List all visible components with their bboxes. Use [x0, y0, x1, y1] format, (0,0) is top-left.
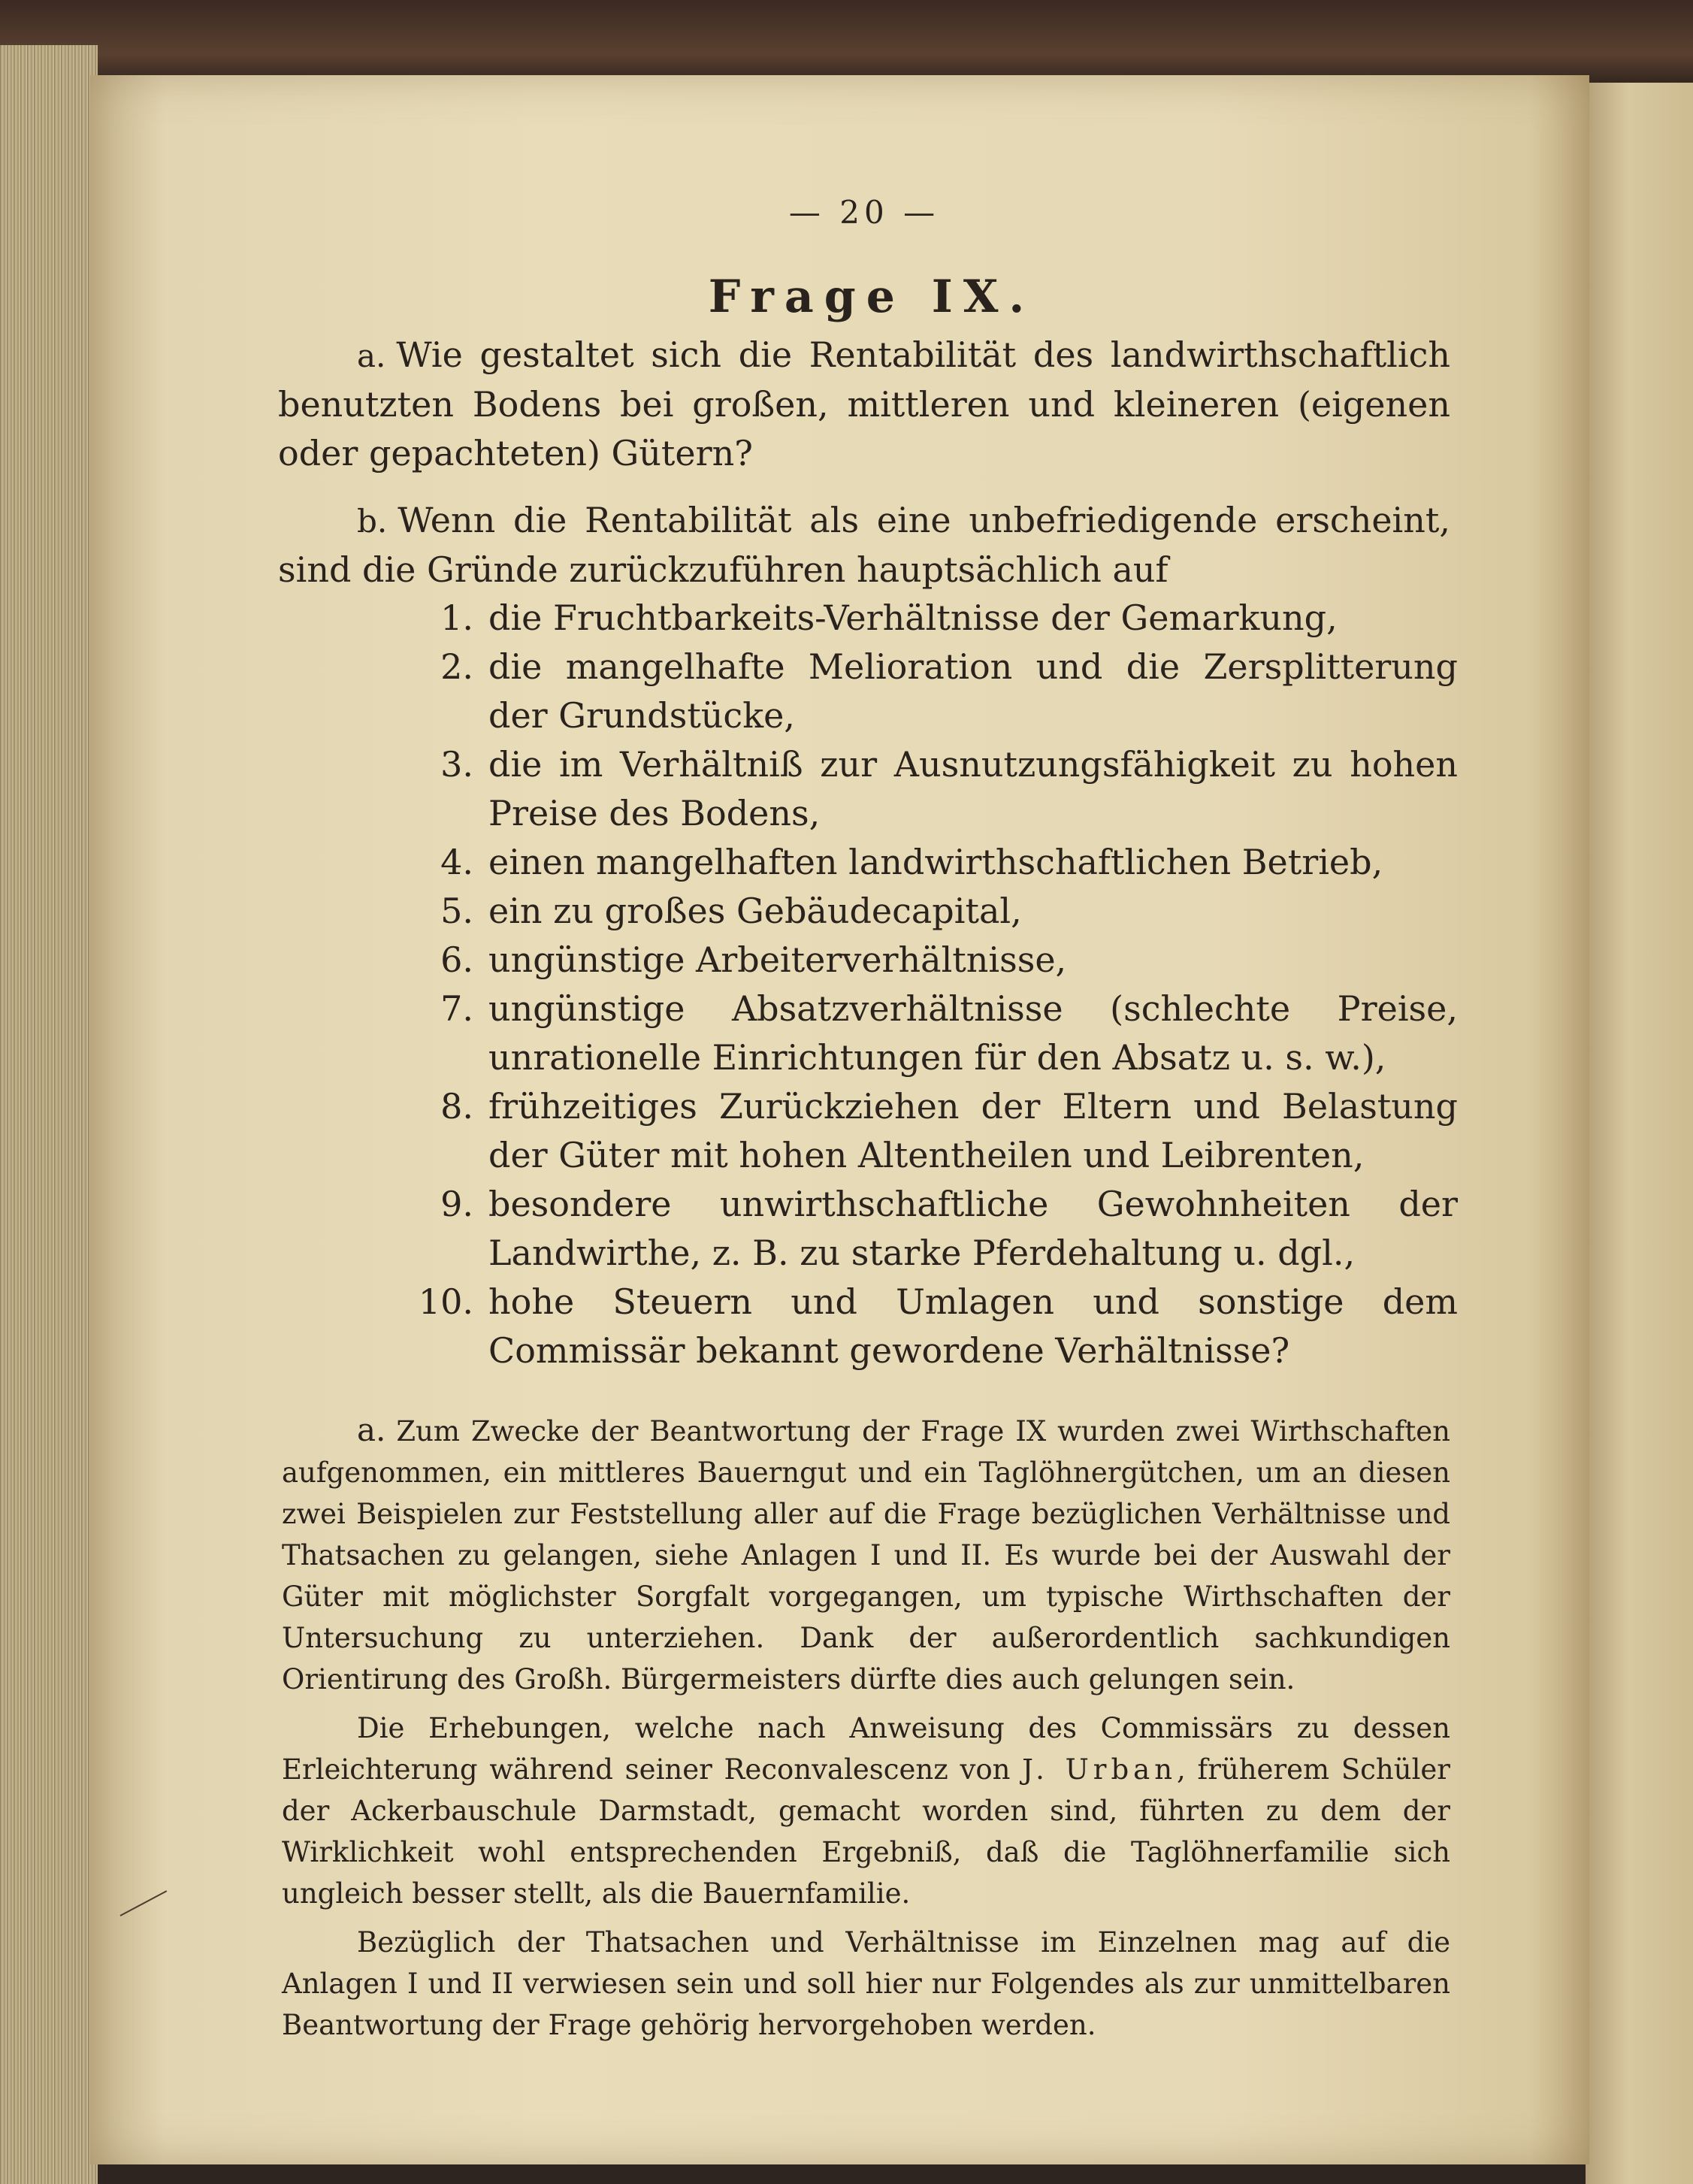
reasons-list — [406, 594, 1458, 1375]
page-number: — 20 — — [788, 194, 940, 231]
reason-number: 1. — [440, 597, 473, 638]
reason-text: besondere unwirthschaftliche Gewohnheiten der Landwirthe, z. B. zu starke Pferdehaltung u. dgl., — [488, 1184, 1458, 1273]
reason-text: ungünstige Absatzverhältnisse (schlechte Preise, unrationelle Einrichtungen für den Absatz u. s. w.), — [488, 988, 1458, 1078]
answer-label: a. — [357, 1411, 386, 1448]
answer-paragraph-3: Bezüglich der Thatsachen und Verhältnisse im Einzelnen mag auf die Anlagen I und II verwiesen sein und soll hier nur Folgendes als zur unmittelbaren Beantwortung der Frage gehörig hervorgehoben werden. — [282, 1926, 1450, 2041]
question-b — [278, 496, 1450, 594]
answer-paragraph-2-after: , früherem Schüler der Ackerbauschule Darmstadt, gemacht worden sind, führten zu dem der Wirklichkeit wohl entsprechenden Ergebniß, daß die Taglöhnerfamilie sich ungleich besser stellt, als die Bauernfamilie. — [282, 1753, 1450, 1910]
reason-item — [406, 1082, 1458, 1180]
question-a-text: Wie gestaltet sich die Rentabilität des landwirthschaftlich benutzten Bodens bei großen, mittleren und kleineren (eigenen oder gepachteten) Gütern? — [278, 334, 1450, 473]
reason-number: 6. — [440, 939, 473, 980]
question-b-label: b. — [357, 503, 388, 540]
reason-item — [406, 643, 1458, 740]
question-a-label: a. — [357, 337, 386, 374]
reason-number: 4. — [440, 842, 473, 882]
reason-number: 7. — [440, 988, 473, 1029]
answer-paragraph-1 — [282, 1409, 1450, 1700]
reason-item — [406, 936, 1458, 985]
reason-text: die mangelhafte Melioration und die Zersplitterung der Grundstücke, — [488, 646, 1458, 736]
book-spine-page-edges — [0, 45, 98, 2184]
reason-text: die im Verhältniß zur Ausnutzungsfähigkeit zu hohen Preise des Bodens, — [488, 744, 1458, 833]
reason-number: 8. — [440, 1086, 473, 1127]
section-heading: Frage IX. — [708, 271, 1035, 323]
reason-item — [406, 1278, 1458, 1375]
reason-text: ein zu großes Gebäudecapital, — [488, 891, 1022, 931]
facing-page-edge — [1586, 83, 1693, 2184]
reason-item — [406, 838, 1458, 887]
question-a — [278, 331, 1450, 478]
answer-section — [282, 1409, 1450, 2053]
reason-item — [406, 594, 1458, 643]
reason-item — [406, 985, 1458, 1082]
reason-item — [406, 887, 1458, 936]
reason-number: 9. — [440, 1184, 473, 1224]
reason-number: 3. — [440, 744, 473, 785]
reason-item — [406, 1180, 1458, 1278]
reason-number: 10. — [418, 1281, 473, 1322]
answer-paragraph-2 — [282, 1708, 1450, 1914]
question-a-paragraph — [278, 331, 1450, 478]
reason-number: 5. — [440, 891, 473, 931]
reason-number: 2. — [440, 646, 473, 687]
reason-text: hohe Steuern und Umlagen und sonstige dem Commissär bekannt gewordene Verhältnisse? — [488, 1281, 1458, 1371]
answer-paragraph-2-before: Die Erhebungen, welche nach Anweisung des Commissärs zu dessen Erleichterung während seiner Reconvalescenz von — [282, 1712, 1450, 1786]
question-b-text: Wenn die Rentabilität als eine unbefriedigende erscheint, sind die Gründe zurückzuführen hauptsächlich auf — [278, 500, 1450, 590]
reason-text: einen mangelhaften landwirthschaftlichen Betrieb, — [488, 842, 1383, 882]
question-b-paragraph — [278, 496, 1450, 594]
reason-text: frühzeitiges Zurückziehen der Eltern und Belastung der Güter mit hohen Altentheilen und Leibrenten, — [488, 1086, 1458, 1175]
answer-paragraph-1-text: Zum Zwecke der Beantwortung der Frage IX wurden zwei Wirthschaften aufgenommen, ein mittleres Bauerngut und ein Taglöhnergütchen, um an diesen zwei Beispielen zur Feststellung aller auf die Frage bezüglichen Verhältnisse und Thatsachen zu gelangen, siehe Anlagen I und II. Es wurde bei der Auswahl der Güter mit möglichster Sorgfalt vorgegangen, um typische Wirthschaften der Untersuchung zu unterziehen. Dank der außerordentlich sachkundigen Orientirung des Großh. Bürgermeisters dürfte dies auch gelungen sein. — [282, 1415, 1450, 1695]
reason-text: ungünstige Arbeiterverhältnisse, — [488, 939, 1067, 980]
person-name: J. Urban — [1022, 1753, 1178, 1786]
reason-text: die Fruchtbarkeits-Verhältnisse der Gemarkung, — [488, 597, 1338, 638]
reason-item — [406, 740, 1458, 838]
